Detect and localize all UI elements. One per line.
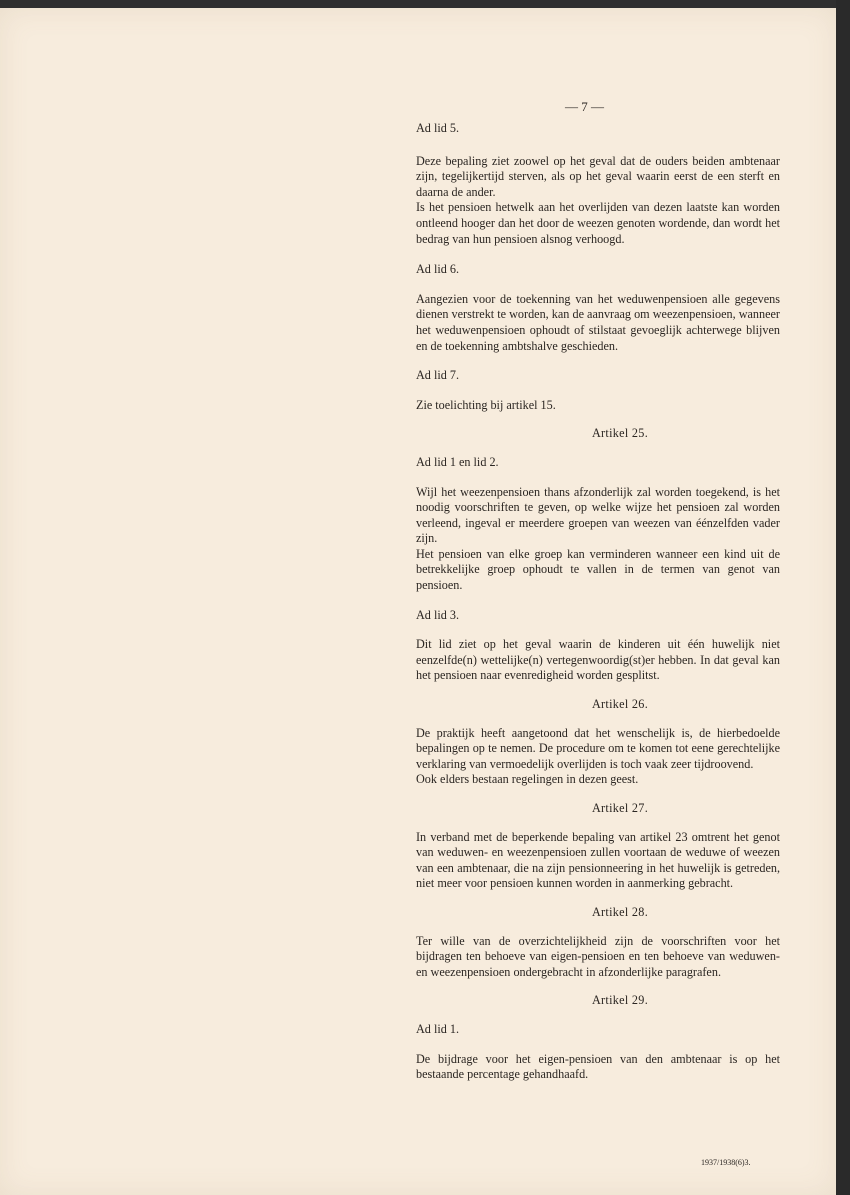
- paragraph: De bijdrage voor het eigen-pensioen van den ambtenaar is op het bestaande percentage gehandhaafd.: [416, 1051, 780, 1082]
- scan-right-border: [836, 0, 850, 1195]
- paragraph: De praktijk heeft aangetoond dat het wenschelijk is, de hierbedoelde bepalingen op te nemen. De procedure om te komen tot eene gerechtelijke verklaring van vermoedelijk overlijden is toch vaak zeer tijdroovend.: [416, 725, 780, 771]
- heading-artikel-27: Artikel 27.: [591, 801, 649, 815]
- heading-ad-lid-3: Ad lid 3.: [416, 607, 459, 622]
- paragraph: Ter wille van de overzichtelijkheid zijn de voorschriften voor het bijdragen ten behoeve van eigen-pensioen en ten behoeve van weduwen- en weezenpensioen ondergebracht in afzonderlijke paragrafen.: [416, 933, 780, 979]
- scan-top-border: [0, 0, 850, 8]
- paragraph: Zie toelichting bij artikel 15.: [416, 397, 556, 412]
- paragraph: Aangezien voor de toekenning van het weduwenpensioen alle gegevens dienen verstrekt te worden, kan de aanvraag om weezenpensioen, wanneer het weduwenpensioen ophoudt of stilstaat gevoeglijk achterwege blijven en de toekenning ambtshalve geschieden.: [416, 291, 780, 353]
- paragraph: Dit lid ziet op het geval waarin de kinderen uit één huwelijk niet eenzelfde(n) wettelijke(n) vertegenwoordig(st)er hebben. In dat geval kan het pensioen naar evenredigheid worden gesplitst.: [416, 637, 780, 683]
- heading-artikel-29: Artikel 29.: [591, 993, 649, 1008]
- paragraph: Het pensioen van elke groep kan verminderen wanneer een kind uit de betrekkelijke groep ophoudt te vallen in de termen van genot van pensioen.: [416, 546, 780, 593]
- text-column: [400, 95, 780, 1083]
- heading-ad-lid-1: Ad lid 1.: [416, 1021, 459, 1036]
- heading-ad-lid-7: Ad lid 7.: [416, 368, 459, 383]
- paragraph: Is het pensioen hetwelk aan het overlijden van dezen laatste kan worden ontleend hooger dan het door de weezen genoten wordende, dan wordt het bedrag van hun pensioen alsnog verhoogd.: [416, 200, 780, 246]
- heading-ad-lid-5: Ad lid 5.: [416, 121, 459, 135]
- heading-ad-lid-6: Ad lid 6.: [416, 262, 459, 277]
- heading-artikel-28: Artikel 28.: [591, 904, 649, 919]
- paragraph: Deze bepaling ziet zoowel op het geval dat de ouders beiden ambtenaar zijn, tegelijkertijd sterven, als op het geval waarin eerst de een sterft en daarna de ander.: [416, 153, 780, 199]
- page-number: — 7 —: [565, 99, 604, 114]
- paragraph: Wijl het weezenpensioen thans afzonderlijk zal worden toegekend, is het noodig voorschriften te geven, op welke wijze het pensioen zal worden verleend, ingeval er meerdere groepen van weezen van éénzelfden vader zijn.: [416, 484, 780, 546]
- paragraph: In verband met de beperkende bepaling van artikel 23 omtrent het genot van weduwen- en weezenpensioen zullen voortaan de weduwe of weezen van een ambtenaar, die na zijn pensionneering in het huwelijk is getreden, niet meer voor pensioen kunnen worden in aanmerking gebracht.: [416, 829, 780, 891]
- heading-artikel-26: Artikel 26.: [591, 697, 649, 712]
- heading-artikel-25: Artikel 25.: [591, 426, 649, 441]
- heading-ad-lid-1-2: Ad lid 1 en lid 2.: [416, 454, 499, 469]
- paragraph: Ook elders bestaan regelingen in dezen geest.: [416, 772, 639, 787]
- footer-reference: 1937/1938(6)3.: [701, 1158, 751, 1167]
